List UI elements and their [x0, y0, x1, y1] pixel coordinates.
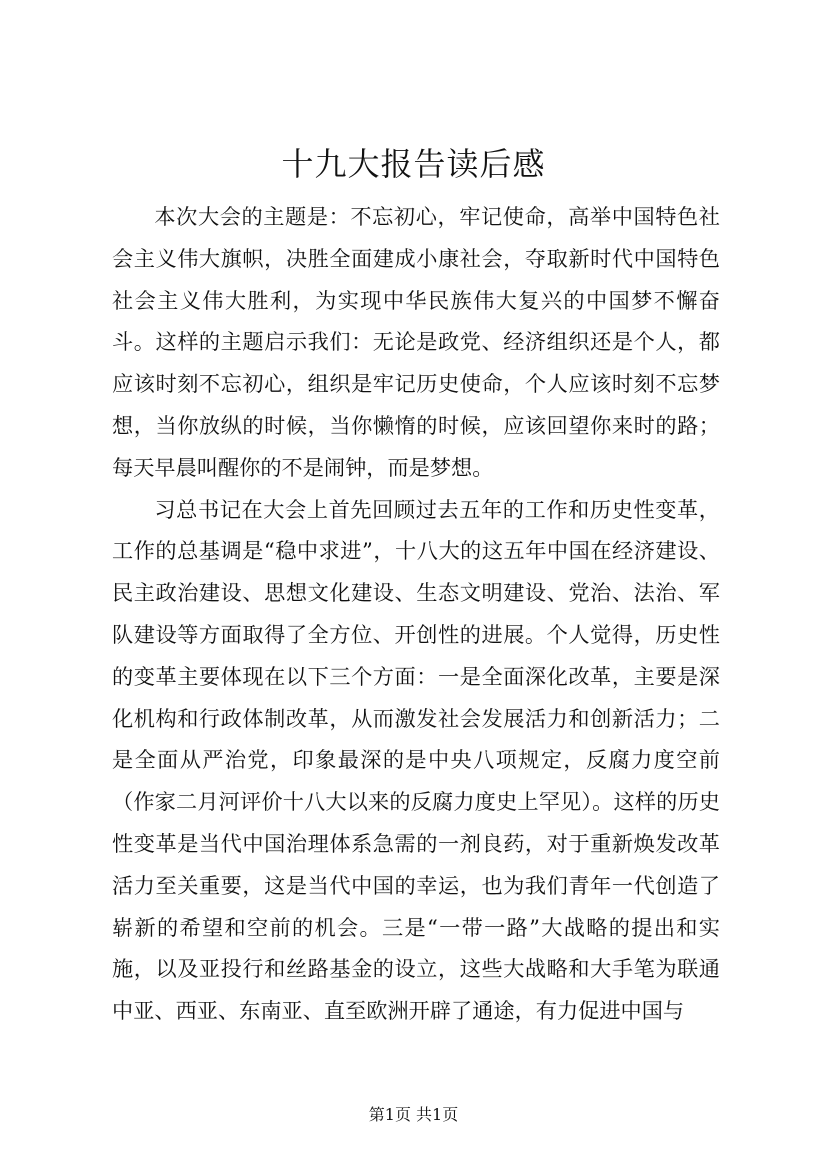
document-body	[112, 196, 720, 1032]
paragraph-2: 习总书记在大会上首先回顾过去五年的工作和历史性变革，工作的总基调是“稳中求进”，十八大的这五年中国在经济建设、民主政治建设、思想文化建设、生态文明建设、党治、法治、军队建设等方面取得了全方位、开创性的进展。个人觉得，历史性的变革主要体现在以下三个方面：一是全面深化改革，主要是深化机构和行政体制改革，从而激发社会发展活力和创新活力；二是全面从严治党，印象最深的是中央八项规定，反腐力度空前（作家二月河评价十八大以来的反腐力度史上罕见）。这样的历史性变革是当代中国治理体系急需的一剂良药，对于重新焕发改革活力至关重要，这是当代中国的幸运，也为我们青年一代创造了崭新的希望和空前的机会。三是“一带一路”大战略的提出和实施，以及亚投行和丝路基金的设立，这些大战略和大手笔为联通中亚、西亚、东南亚、直至欧洲开辟了通途，有力促进中国与	[112, 496, 720, 1024]
page-footer: 第1页 共1页	[368, 1105, 459, 1124]
paragraph-1: 本次大会的主题是：不忘初心，牢记使命，高举中国特色社会主义伟大旗帜，决胜全面建成小康社会，夺取新时代中国特色社会主义伟大胜利，为实现中华民族伟大复兴的中国梦不懈奋斗。这样的主题启示我们：无论是政党、经济组织还是个人，都应该时刻不忘初心，组织是牢记历史使命，个人应该时刻不忘梦想，当你放纵的时候，当你懒惰的时候，应该回望你来时的路；每天早晨叫醒你的不是闹钟，而是梦想。	[112, 204, 720, 480]
document-title: 十九大报告读后感	[281, 145, 546, 183]
